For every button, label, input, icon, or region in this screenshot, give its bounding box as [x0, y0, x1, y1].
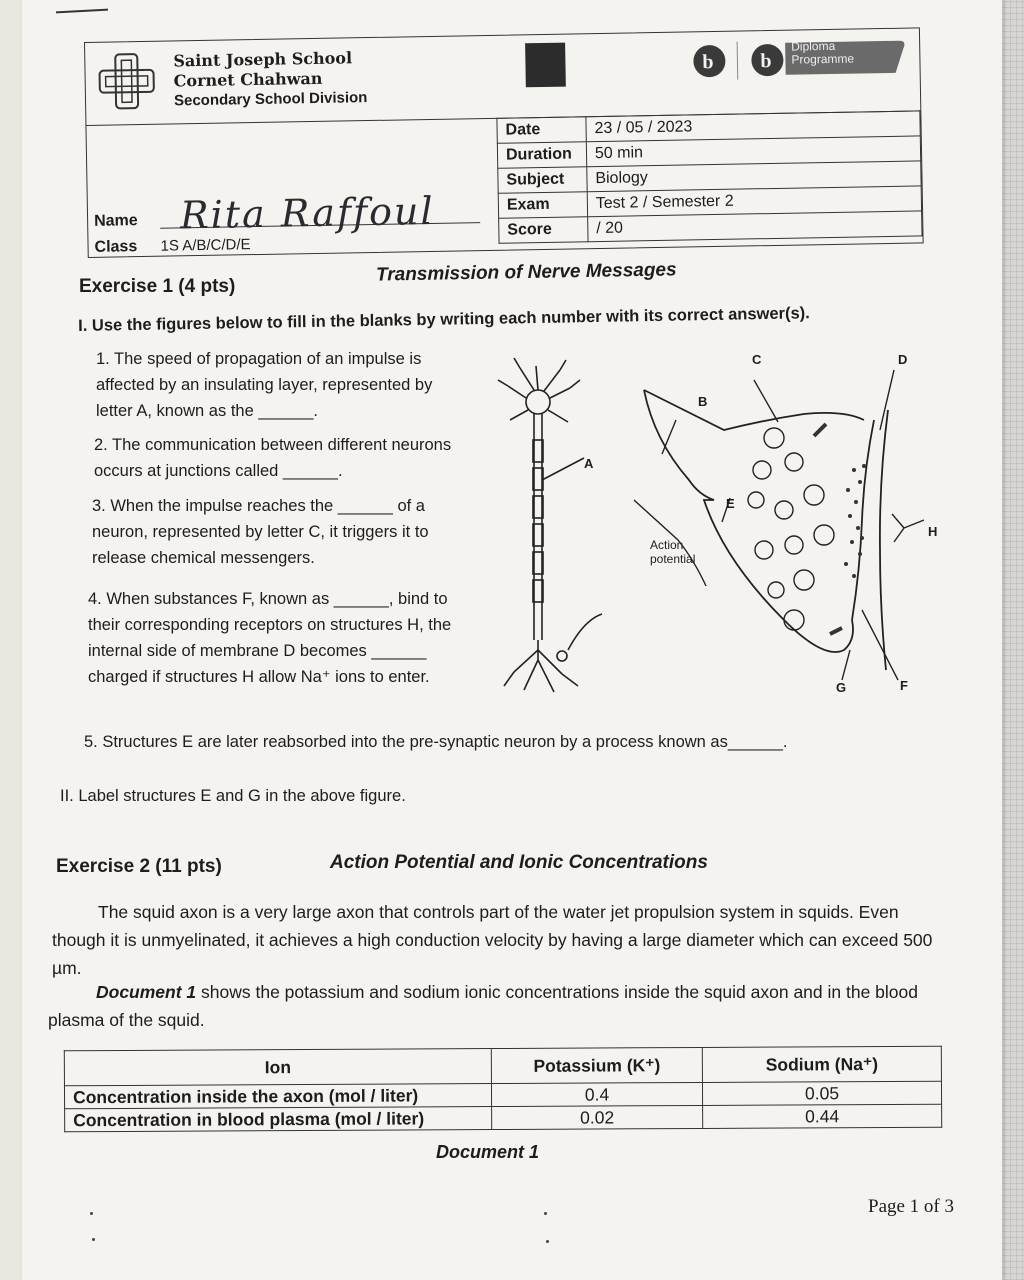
figure-label-f: F [900, 678, 908, 693]
question-4: 4. When substances F, known as ______, bind to their corresponding receptors on structures H, the internal side of membrane D becomes ______ charged if structures H allow Na⁺ ions to enter. [88, 590, 452, 686]
ib-logo-text: Diploma Programme [791, 38, 855, 67]
class-label: Class [94, 238, 138, 256]
info-label: Exam [498, 192, 587, 219]
svg-text:b: b [760, 50, 772, 73]
figure-label-a: A [584, 456, 594, 471]
table-cell: Concentration inside the axon (mol / liter) [64, 1084, 491, 1109]
page-speck [544, 1212, 547, 1215]
ion-concentration-table [64, 1046, 942, 1133]
school-name: Saint Joseph School [173, 48, 353, 71]
figure-label-b: B [698, 394, 708, 409]
figure-label-d: D [898, 352, 908, 367]
ib-award-badge-icon [525, 43, 566, 88]
page-speck [90, 1212, 93, 1215]
info-label: Date [497, 117, 586, 144]
info-label: Score [499, 217, 588, 244]
question-5: 5. Structures E are later reabsorbed into the pre-synaptic neuron by a process known as______. [84, 733, 788, 751]
document-caption: Document 1 [436, 1142, 540, 1162]
school-logo-icon [97, 52, 156, 111]
svg-text:b: b [702, 51, 714, 74]
exercise1-subtitle: Transmission of Nerve Messages [375, 259, 677, 286]
table-cell: 0.44 [703, 1104, 942, 1128]
info-label: Subject [498, 167, 587, 194]
exercise2-subtitle: Action Potential and Ionic Concentrations [330, 852, 708, 873]
page-speck [546, 1240, 549, 1243]
question-1: 1. The speed of propagation of an impulse is affected by an insulating layer, represented by letter A, known as the ______. [96, 350, 433, 420]
info-value: Biology [587, 161, 921, 192]
figure-label-e: E [726, 496, 735, 511]
class-value: 1S A/B/C/D/E [160, 236, 251, 255]
table-cell: 0.05 [702, 1081, 941, 1105]
info-value: 50 min [586, 136, 920, 167]
school-location: Cornet Chahwan [173, 68, 323, 91]
name-label: Name [93, 212, 138, 230]
table-header: Ion [64, 1049, 491, 1086]
document-ref: Document 1 [96, 982, 197, 1002]
exam-page [22, 0, 1002, 1280]
figure-label-c: C [752, 352, 762, 367]
exam-info-table [496, 110, 922, 243]
page-mark [56, 9, 108, 14]
exercise1-title: Exercise 1 (4 pts) [79, 276, 236, 297]
exercise2-paragraph-1: The squid axon is a very large axon that controls part of the water jet propulsion system in squids. Even though it is unmyelinated, it achieves a high conduction velocity by having a large diameter which can exceed 500 µm. [52, 902, 933, 978]
figure-label-action-potential: Action potential [650, 538, 696, 566]
question-2: 2. The communication between different neurons occurs at junctions called ______. [94, 436, 452, 480]
info-value: 23 / 05 / 2023 [586, 111, 920, 142]
exercise1-part2: II. Label structures E and G in the above figure. [60, 787, 406, 805]
table-row [65, 1104, 942, 1132]
figure-label-g: G [836, 680, 847, 695]
table-header: Sodium (Na⁺) [702, 1046, 941, 1082]
page-number: Page 1 of 3 [868, 1196, 955, 1217]
table-cell: 0.4 [491, 1082, 702, 1106]
table-cell: Concentration in blood plasma (mol / liter) [65, 1107, 492, 1132]
figure-label-h: H [928, 524, 938, 539]
exercise1-instruction: I. Use the figures below to fill in the blanks by writing each number with its correct answer(s). [78, 304, 810, 335]
synapse-figure [484, 350, 938, 730]
exercise2-paragraph-2 [48, 978, 938, 1034]
student-name-handwritten: Rita Raffoul [179, 188, 435, 238]
table-cell: 0.02 [492, 1105, 703, 1129]
school-name-block [173, 48, 367, 111]
info-label: Duration [497, 142, 586, 169]
paragraph-2-text: shows the potassium and sodium ionic concentrations inside the squid axon and in the blood plasma of the squid. [48, 982, 918, 1030]
info-value: / 20 [588, 211, 922, 242]
page-speck [92, 1238, 95, 1241]
school-division: Secondary School Division [173, 89, 368, 110]
question-3: 3. When the impulse reaches the ______ of a neuron, represented by letter C, it triggers it to release chemical messengers. [92, 497, 429, 567]
table-header-row [64, 1046, 941, 1086]
header-box [84, 27, 924, 258]
table-header: Potassium (K⁺) [491, 1047, 702, 1083]
info-value: Test 2 / Semester 2 [587, 186, 921, 217]
exercise2-title: Exercise 2 (11 pts) [56, 856, 222, 877]
